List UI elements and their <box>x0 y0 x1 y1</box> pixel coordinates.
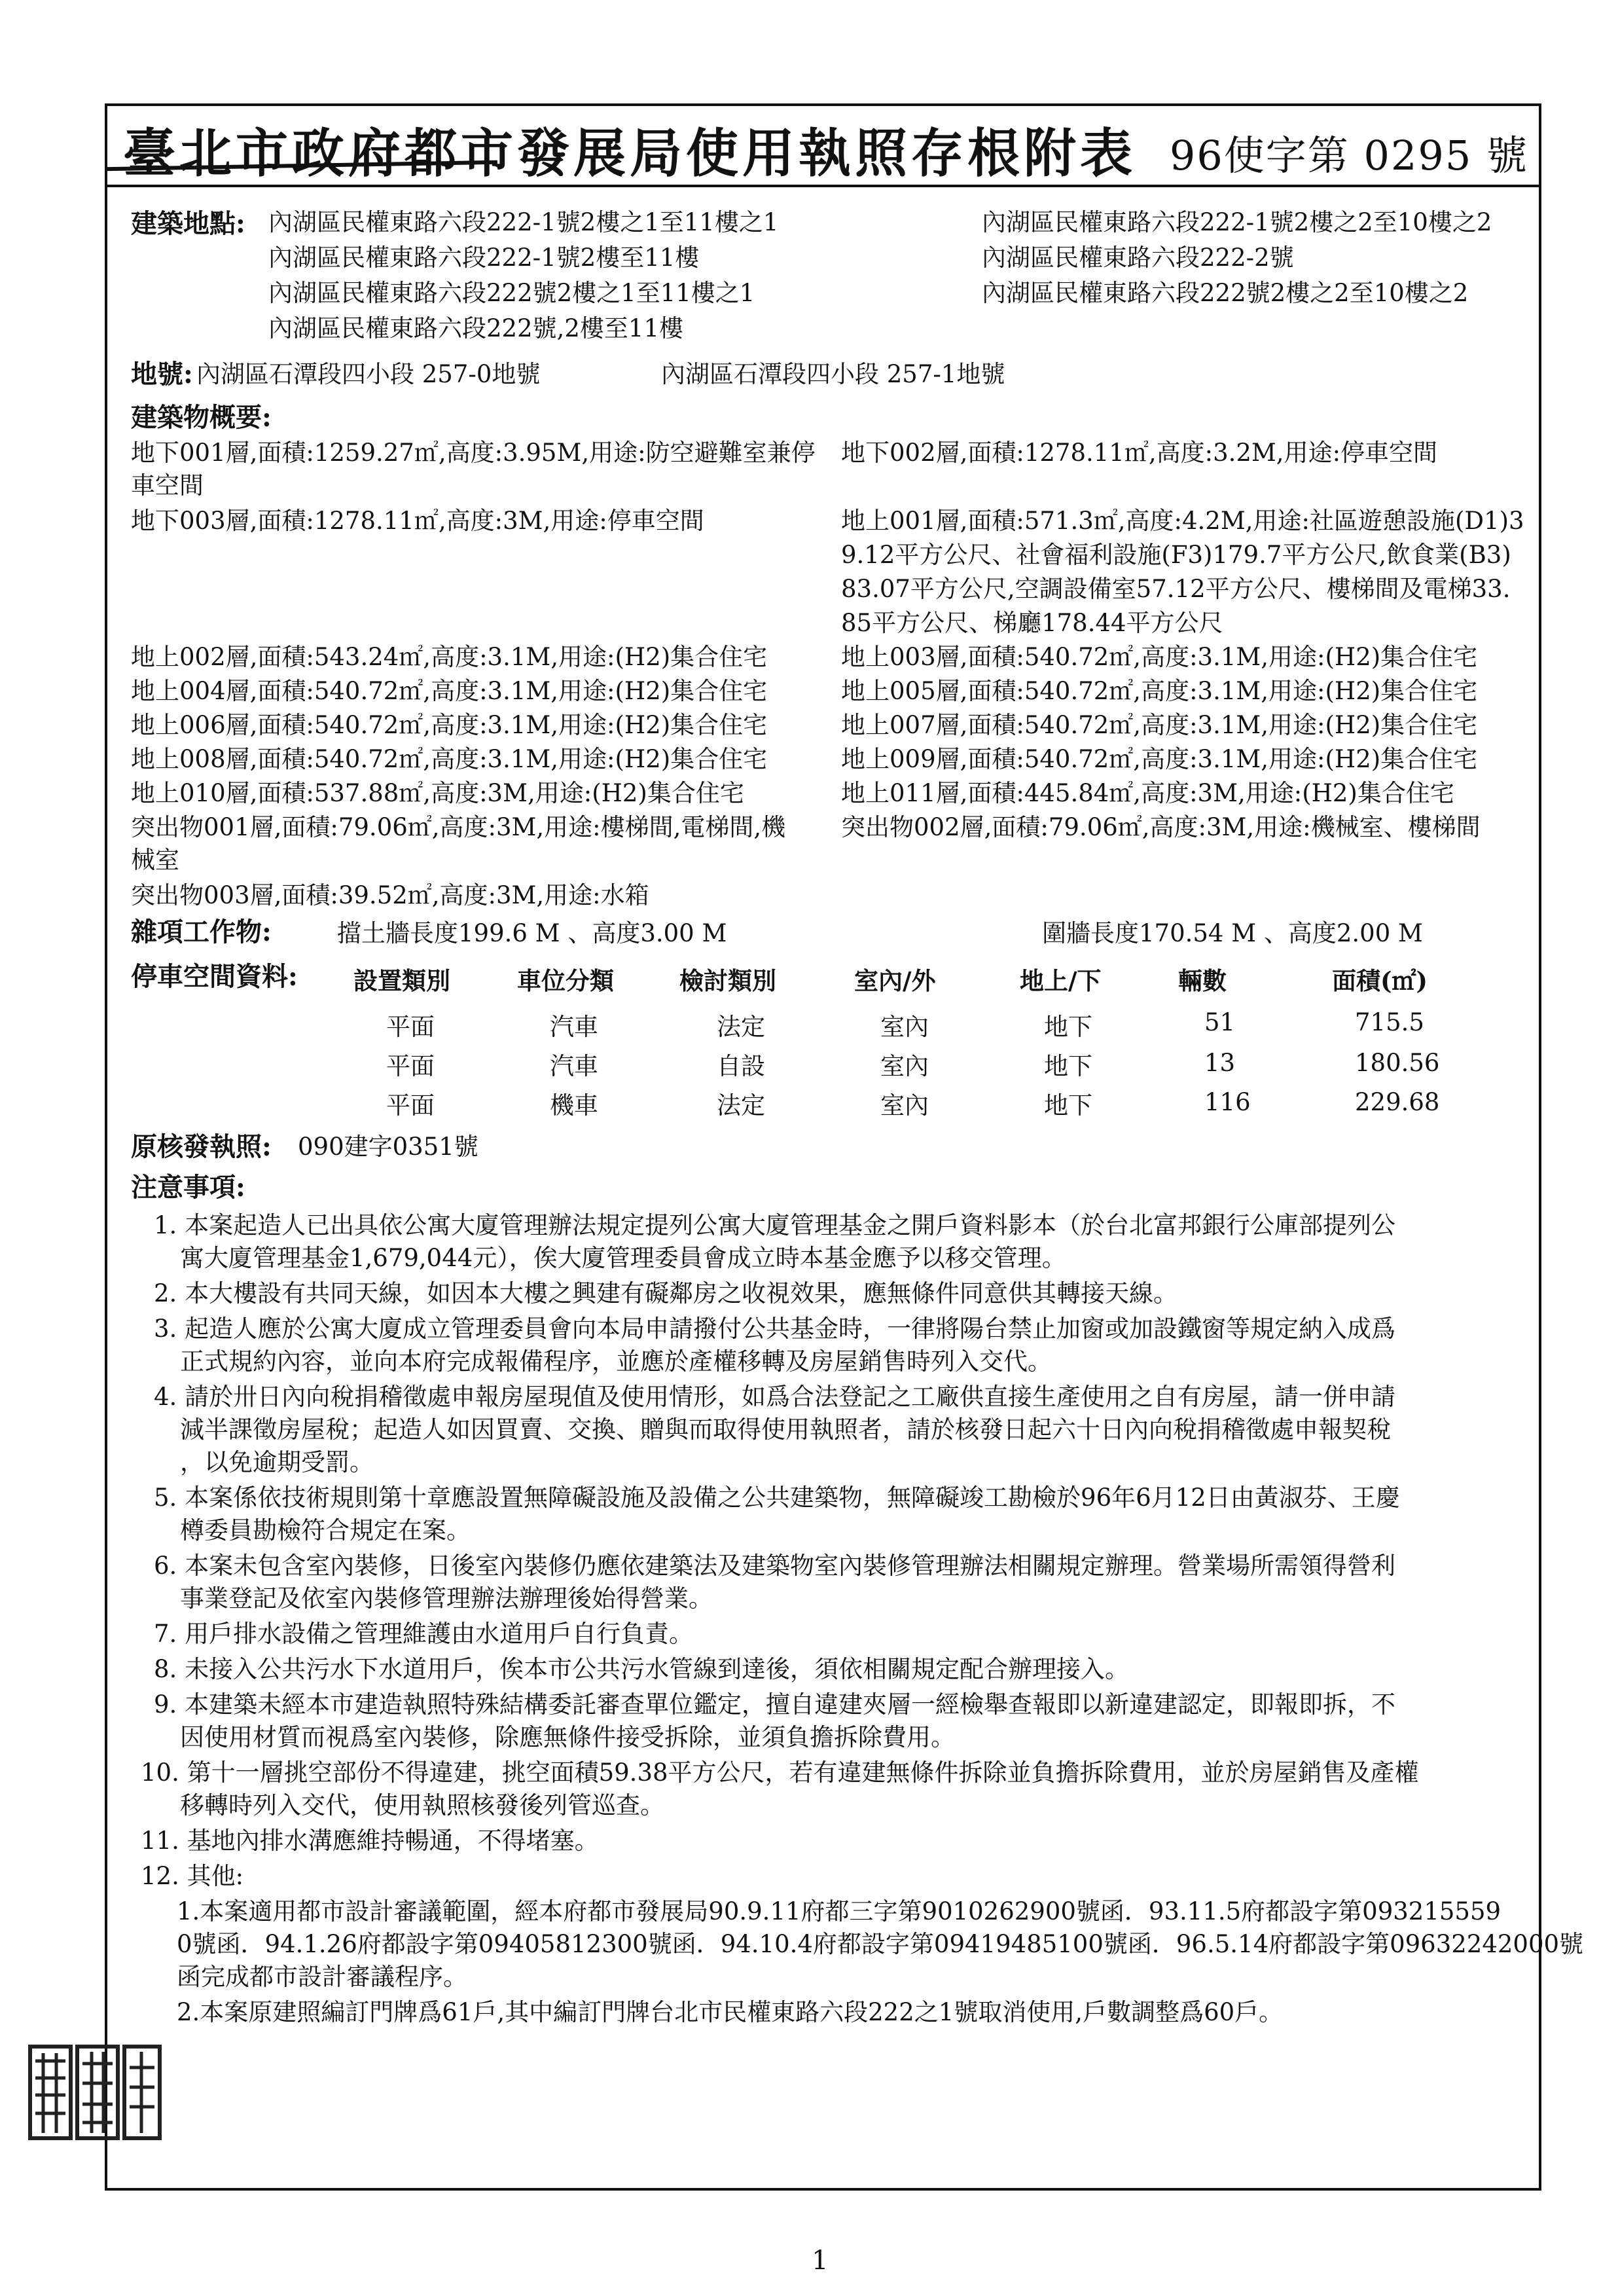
address-right-2: 內湖區民權東路六段222-2號 <box>982 244 1294 272</box>
parking-cell: 229.68 <box>1355 1088 1440 1116</box>
note-line: 10. 第十一層挑空部份不得違建，挑空面積59.38平方公尺，若有違建無條件拆除並負擔拆除費用，並於房屋銷售及產權 <box>141 1758 1419 1787</box>
overview-line: 地上005層,面積:540.72㎡,高度:3.1M,用途:(H2)集合住宅 <box>841 677 1478 705</box>
overview-line: 車空間 <box>131 471 204 500</box>
note-line: 2. 本大樓設有共同天線，如因本大樓之興建有礙鄰房之收視效果，應無條件同意供其轉接天線。 <box>154 1279 1178 1307</box>
parking-header-cell: 地上/下 <box>1020 966 1102 995</box>
address-left-2: 內湖區民權東路六段222-1號2樓至11樓 <box>268 244 700 272</box>
parking-header-cell: 車位分類 <box>517 966 614 995</box>
parking-cell: 汽車 <box>550 1052 598 1080</box>
original-permit-label: 原核發執照: <box>131 1131 272 1162</box>
lot-label: 地號: <box>131 359 193 390</box>
parking-cell: 地下 <box>1044 1091 1092 1120</box>
note-line: 寓大廈管理基金1,679,044元），俟大廈管理委員會成立時本基金應予以移交管理。 <box>180 1244 1066 1272</box>
note-line: 4. 請於卅日內向稅捐稽徵處申報房屋現值及使用情形，如爲合法登記之工廠供直接生產使用之自有房屋，請一併申請 <box>154 1383 1396 1411</box>
overview-line: 地下002層,面積:1278.11㎡,高度:3.2M,用途:停車空間 <box>841 439 1438 467</box>
overview-line: 地上010層,面積:537.88㎡,高度:3M,用途:(H2)集合住宅 <box>131 779 744 807</box>
parking-cell: 13 <box>1204 1049 1236 1077</box>
parking-cell: 法定 <box>717 1013 765 1041</box>
address-left-4: 內湖區民權東路六段222號,2樓至11樓 <box>268 314 684 342</box>
overview-line: 地上004層,面積:540.72㎡,高度:3.1M,用途:(H2)集合住宅 <box>131 677 768 705</box>
parking-cell: 自設 <box>717 1052 765 1080</box>
overview-line: 地上011層,面積:445.84㎡,高度:3M,用途:(H2)集合住宅 <box>841 779 1454 807</box>
address-label: 建築地點: <box>131 208 245 239</box>
parking-cell: 室內 <box>880 1013 929 1041</box>
parking-header-cell: 室內/外 <box>854 966 936 995</box>
overview-line: 85平方公尺、梯廳178.44平方公尺 <box>841 609 1223 637</box>
note-line: 3. 起造人應於公寓大廈成立管理委員會向本局申請撥付公共基金時，一律將陽台禁止加窗或加設鐵窗等規定納入成爲 <box>154 1315 1396 1343</box>
page-title: 臺北市政府都市發展局使用執照存根附表 <box>123 122 1136 184</box>
parking-cell: 平面 <box>386 1091 435 1120</box>
note-line: ，以免逾期受罰。 <box>180 1448 374 1476</box>
parking-cell: 地下 <box>1044 1052 1092 1080</box>
title-bar <box>105 103 1541 187</box>
overview-line: 地上002層,面積:543.24㎡,高度:3.1M,用途:(H2)集合住宅 <box>131 643 768 671</box>
note-line: 2.本案原建照編訂門牌爲61戶,其中編訂門牌台北市民權東路六段222之1號取消使用,戶數調整爲60戶。 <box>177 1998 1284 2026</box>
address-left-3: 內湖區民權東路六段222號2樓之1至11樓之1 <box>268 279 755 307</box>
parking-cell: 平面 <box>386 1013 435 1041</box>
overview-label: 建築物概要: <box>131 402 272 433</box>
overview-line: 地下001層,面積:1259.27㎡,高度:3.95M,用途:防空避難室兼停 <box>131 439 816 467</box>
address-left-1: 內湖區民權東路六段222-1號2樓之1至11樓之1 <box>268 208 779 236</box>
official-seal-stamp <box>26 2041 164 2146</box>
note-line: 因使用材質而視爲室內裝修，除應無條件接受拆除，並須負擔拆除費用。 <box>180 1723 955 1751</box>
parking-header-cell: 檢討類別 <box>679 966 776 995</box>
misc-works-label: 雜項工作物: <box>131 917 272 947</box>
overview-line: 地下003層,面積:1278.11㎡,高度:3M,用途:停車空間 <box>131 507 704 535</box>
note-line: 7. 用戶排水設備之管理維護由水道用戶自行負責。 <box>154 1620 694 1648</box>
misc-works-fence: 圍牆長度170.54 M 、高度2.00 M <box>1042 919 1423 947</box>
original-permit-value: 090建字0351號 <box>298 1133 478 1161</box>
overview-line: 地上007層,面積:540.72㎡,高度:3.1M,用途:(H2)集合住宅 <box>841 711 1478 739</box>
note-line: 1. 本案起造人已出具依公寓大廈管理辦法規定提列公寓大廈管理基金之開戶資料影本（於台北富邦銀行公庫部提列公 <box>154 1211 1396 1239</box>
lot-item-2: 內湖區石潭段四小段 257-1地號 <box>661 360 1005 388</box>
overview-line: 地上008層,面積:540.72㎡,高度:3.1M,用途:(H2)集合住宅 <box>131 745 768 773</box>
overview-line: 械室 <box>131 846 179 874</box>
note-line: 樽委員勘檢符合規定在案。 <box>180 1516 471 1544</box>
permit-number: 96使字第 0295 號 <box>1169 132 1528 179</box>
parking-header-cell: 面積(㎡) <box>1332 966 1428 995</box>
address-right-3: 內湖區民權東路六段222號2樓之2至10樓之2 <box>982 279 1469 307</box>
parking-cell: 法定 <box>717 1091 765 1120</box>
lot-item-1: 內湖區石潭段四小段 257-0地號 <box>196 360 541 388</box>
note-line: 事業登記及依室內裝修管理辦法辦理後始得營業。 <box>180 1584 713 1613</box>
note-line: 1.本案適用都市設計審議範圍，經本府都市發展局90.9.11府都三字第9010262900號函．93.11.5府都設字第093215559 <box>177 1897 1501 1925</box>
note-line: 5. 本案係依技術規則第十章應設置無障礙設施及設備之公共建築物，無障礙竣工勘檢於96年6月12日由黃淑芬、王慶 <box>154 1484 1400 1512</box>
parking-cell: 平面 <box>386 1052 435 1080</box>
page-number: 1 <box>812 2246 829 2276</box>
note-line: 函完成都市設計審議程序。 <box>177 1963 467 1991</box>
note-line: 移轉時列入交代，使用執照核發後列管巡查。 <box>180 1791 664 1819</box>
parking-cell: 機車 <box>550 1091 598 1120</box>
overview-line: 突出物003層,面積:39.52㎡,高度:3M,用途:水箱 <box>131 881 649 909</box>
parking-cell: 116 <box>1204 1088 1251 1116</box>
note-line: 8. 未接入公共污水下水道用戶，俟本市公共污水管線到達後，須依相關規定配合辦理接入。 <box>154 1655 1130 1683</box>
note-line: 9. 本建築未經本市建造執照特殊結構委託審查單位鑑定，擅自違建夾層一經檢舉查報即以新違建認定，即報即拆，不 <box>154 1690 1396 1719</box>
misc-works-wall: 擋土牆長度199.6 M 、高度3.00 M <box>337 919 727 947</box>
note-line: 11. 基地內排水溝應維持暢通，不得堵塞。 <box>141 1827 599 1855</box>
overview-line: 地上006層,面積:540.72㎡,高度:3.1M,用途:(H2)集合住宅 <box>131 711 768 739</box>
overview-line: 83.07平方公尺,空調設備室57.12平方公尺、樓梯間及電梯33. <box>841 575 1511 603</box>
note-line: 6. 本案未包含室內裝修，日後室內裝修仍應依建築法及建築物室內裝修管理辦法相關規定辦理。營業場所需領得營利 <box>154 1552 1396 1580</box>
parking-cell: 室內 <box>880 1091 929 1120</box>
note-line: 0號函．94.1.26府都設字第09405812300號函．94.10.4府都設字第09419485100號函．96.5.14府都設字第09632242000號 <box>177 1930 1584 1958</box>
notes-label: 注意事項: <box>131 1172 245 1203</box>
parking-cell: 室內 <box>880 1052 929 1080</box>
note-line: 減半課徵房屋稅；起造人如因買賣、交換、贈與而取得使用執照者，請於核發日起六十日內向稅捐稽徵處申報契稅 <box>180 1415 1391 1444</box>
overview-line: 地上009層,面積:540.72㎡,高度:3.1M,用途:(H2)集合住宅 <box>841 745 1478 773</box>
address-right-1: 內湖區民權東路六段222-1號2樓之2至10樓之2 <box>982 208 1492 236</box>
parking-label: 停車空間資料: <box>131 961 298 992</box>
parking-header-cell: 設置類別 <box>353 966 450 995</box>
overview-line: 地上001層,面積:571.3㎡,高度:4.2M,用途:社區遊憩設施(D1)3 <box>841 507 1524 535</box>
overview-line: 9.12平方公尺、社會福利設施(F3)179.7平方公尺,飲食業(B3) <box>841 541 1511 569</box>
parking-cell: 180.56 <box>1355 1049 1440 1077</box>
parking-cell: 51 <box>1204 1008 1236 1036</box>
parking-cell: 715.5 <box>1355 1008 1424 1036</box>
parking-cell: 汽車 <box>550 1013 598 1041</box>
parking-cell: 地下 <box>1044 1013 1092 1041</box>
overview-line: 突出物002層,面積:79.06㎡,高度:3M,用途:機械室、樓梯間 <box>841 813 1481 841</box>
note-line: 12. 其他: <box>141 1862 244 1890</box>
note-line: 正式規約內容，並向本府完成報備程序，並應於產權移轉及房屋銷售時列入交代。 <box>180 1347 1052 1376</box>
parking-header-cell: 輛數 <box>1178 966 1227 995</box>
overview-line: 地上003層,面積:540.72㎡,高度:3.1M,用途:(H2)集合住宅 <box>841 643 1478 671</box>
overview-line: 突出物001層,面積:79.06㎡,高度:3M,用途:樓梯間,電梯間,機 <box>131 813 786 841</box>
